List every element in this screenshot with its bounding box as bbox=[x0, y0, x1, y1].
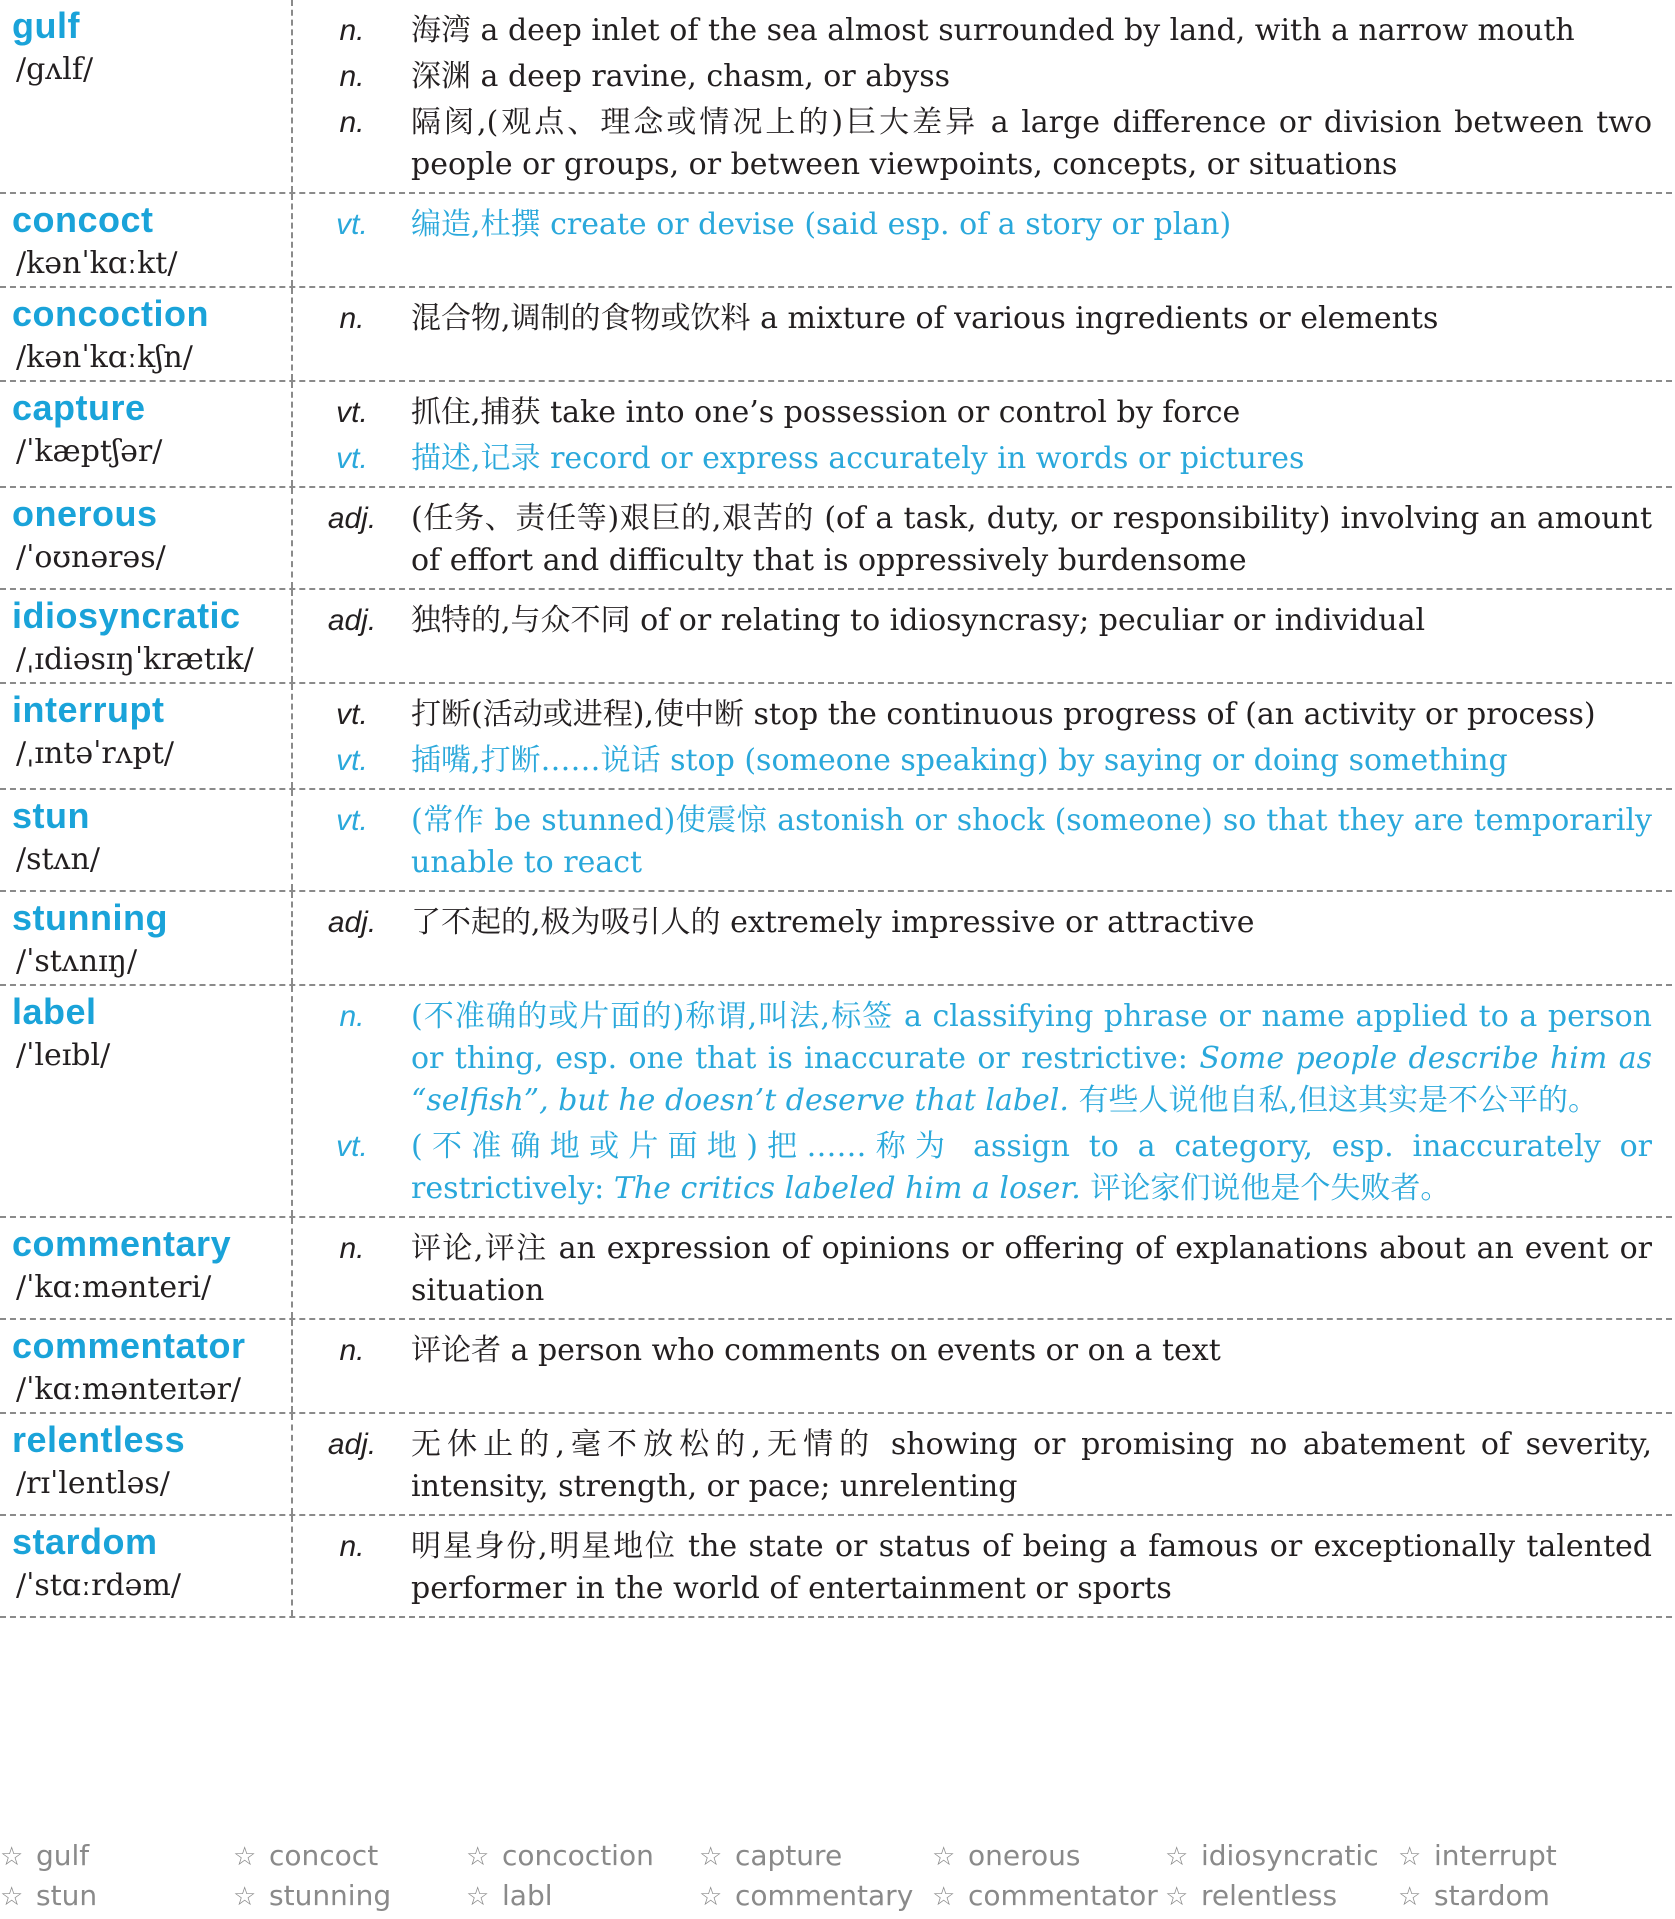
definition bbox=[411, 996, 1652, 1122]
sense-line bbox=[293, 996, 1652, 1122]
headword: idiosyncratic bbox=[12, 595, 241, 636]
sense-line bbox=[293, 1126, 1652, 1210]
headword: commentator bbox=[12, 1325, 246, 1366]
example-sentence: The critics labeled him a loser. bbox=[613, 1171, 1081, 1206]
phonetic: /ˈstʌnɪŋ/ bbox=[16, 944, 138, 979]
definition-english: (of a task, duty, or responsibility) involving an amount of effort and difficulty that is oppressively burdensome bbox=[411, 501, 1652, 578]
definition bbox=[411, 694, 1652, 736]
index-word: commentary bbox=[735, 1879, 914, 1912]
index-word: commentator bbox=[968, 1879, 1158, 1912]
sense-line bbox=[293, 102, 1652, 186]
index-item bbox=[0, 1836, 233, 1876]
definition bbox=[411, 600, 1652, 642]
definition bbox=[411, 10, 1652, 52]
index-word: capture bbox=[735, 1839, 843, 1872]
part-of-speech: vt. bbox=[336, 804, 368, 837]
part-of-speech: n. bbox=[339, 1334, 365, 1367]
index-item bbox=[1165, 1876, 1398, 1916]
part-of-speech: adj. bbox=[327, 1428, 377, 1461]
definition-english: take into one’s possession or control by force bbox=[550, 395, 1241, 430]
headword-cell bbox=[0, 0, 293, 192]
definition-chinese: (不准确的或片面的)称谓,叫法,标签 bbox=[411, 999, 894, 1034]
definitions-cell bbox=[293, 194, 1672, 286]
definition bbox=[411, 204, 1652, 246]
definition-chinese: 明星身份,明星地位 bbox=[411, 1529, 677, 1564]
definitions-cell bbox=[293, 1218, 1672, 1318]
headword-cell bbox=[0, 790, 293, 890]
definition bbox=[411, 1228, 1652, 1312]
definition bbox=[411, 1526, 1652, 1610]
definition-chinese: (任务、责任等)艰巨的,艰苦的 bbox=[411, 501, 815, 536]
entry-row bbox=[0, 684, 1672, 790]
headword-cell bbox=[0, 986, 293, 1216]
part-of-speech: vt. bbox=[336, 744, 368, 777]
headword-cell bbox=[0, 892, 293, 984]
sense-line bbox=[293, 56, 1652, 98]
sense-line bbox=[293, 298, 1652, 340]
star-icon: ☆ bbox=[1398, 1882, 1422, 1912]
headword-cell bbox=[0, 1218, 293, 1318]
index-item bbox=[0, 1876, 233, 1916]
entry-row bbox=[0, 488, 1672, 590]
phonetic: /ˈoʊnərəs/ bbox=[16, 540, 166, 575]
star-icon: ☆ bbox=[1165, 1882, 1189, 1912]
definitions-cell bbox=[293, 1320, 1672, 1412]
headword: concoct bbox=[12, 199, 154, 240]
definition bbox=[411, 740, 1652, 782]
definition bbox=[411, 392, 1652, 434]
index-row bbox=[0, 1836, 1675, 1876]
sense-line bbox=[293, 600, 1652, 642]
entry-row bbox=[0, 0, 1672, 194]
definition-chinese: 编造,杜撰 bbox=[411, 207, 541, 242]
headword: label bbox=[12, 991, 97, 1032]
star-icon: ☆ bbox=[466, 1842, 490, 1872]
definition-chinese: 海湾 bbox=[411, 13, 471, 48]
definitions-cell bbox=[293, 986, 1672, 1216]
star-icon: ☆ bbox=[1398, 1842, 1422, 1872]
phonetic: /kənˈkɑːkʃn/ bbox=[16, 340, 193, 375]
star-icon: ☆ bbox=[0, 1882, 24, 1912]
part-of-speech: n. bbox=[339, 1000, 365, 1033]
entry-row bbox=[0, 1414, 1672, 1516]
sense-line bbox=[293, 1228, 1652, 1312]
index-word: interrupt bbox=[1434, 1839, 1557, 1872]
headword: onerous bbox=[12, 493, 158, 534]
phonetic: /stʌn/ bbox=[16, 842, 100, 877]
definition bbox=[411, 498, 1652, 582]
part-of-speech: n. bbox=[339, 106, 365, 139]
definition-english: a classifying phrase or name applied to a person or thing, esp. one that is inaccurate or restrictive: bbox=[411, 999, 1652, 1076]
entry-row bbox=[0, 1320, 1672, 1414]
index-item bbox=[1398, 1876, 1631, 1916]
definition-chinese: (不准确地或片面地)把……称为 bbox=[411, 1129, 955, 1164]
part-of-speech: adj. bbox=[327, 604, 377, 637]
definition-english: of or relating to idiosyncrasy; peculiar or individual bbox=[640, 603, 1426, 638]
index-word: concoction bbox=[502, 1839, 654, 1872]
index-word: idiosyncratic bbox=[1201, 1839, 1379, 1872]
definitions-cell bbox=[293, 1414, 1672, 1514]
entry-row bbox=[0, 892, 1672, 986]
definition-english: a deep inlet of the sea almost surrounded by land, with a narrow mouth bbox=[480, 13, 1575, 48]
part-of-speech: vt. bbox=[336, 396, 368, 429]
entry-row bbox=[0, 590, 1672, 684]
index-item bbox=[1398, 1836, 1631, 1876]
headword-cell bbox=[0, 1320, 293, 1412]
review-index bbox=[0, 1836, 1675, 1916]
definition-english: a person who comments on events or on a text bbox=[510, 1333, 1221, 1368]
definition bbox=[411, 1126, 1652, 1210]
headword: interrupt bbox=[12, 689, 165, 730]
definitions-cell bbox=[293, 684, 1672, 788]
definition bbox=[411, 1330, 1652, 1372]
sense-line bbox=[293, 1330, 1652, 1372]
definition-english: stop the continuous progress of (an activity or process) bbox=[753, 697, 1596, 732]
headword: capture bbox=[12, 387, 146, 428]
index-word: relentless bbox=[1201, 1879, 1338, 1912]
definitions-cell bbox=[293, 892, 1672, 984]
index-item bbox=[1165, 1836, 1398, 1876]
definition-english: showing or promising no abatement of severity, intensity, strength, or pace; unrelenting bbox=[411, 1427, 1652, 1504]
index-row bbox=[0, 1876, 1675, 1916]
index-item bbox=[466, 1876, 699, 1916]
sense-line bbox=[293, 694, 1652, 736]
definition-english: record or express accurately in words or pictures bbox=[550, 441, 1305, 476]
headword-cell bbox=[0, 382, 293, 486]
sense-line bbox=[293, 902, 1652, 944]
phonetic: /ˈkæptʃər/ bbox=[16, 434, 163, 469]
example-translation: 评论家们说他是个失败者。 bbox=[1090, 1171, 1451, 1206]
star-icon: ☆ bbox=[699, 1882, 723, 1912]
part-of-speech: n. bbox=[339, 14, 365, 47]
headword: gulf bbox=[12, 5, 80, 46]
part-of-speech: n. bbox=[339, 1530, 365, 1563]
definitions-cell bbox=[293, 1516, 1672, 1616]
definition-english: the state or status of being a famous or exceptionally talented performer in the world of entertainment or sports bbox=[411, 1529, 1652, 1606]
definition-chinese: 混合物,调制的食物或饮料 bbox=[411, 301, 751, 336]
entry-row bbox=[0, 382, 1672, 488]
headword-cell bbox=[0, 1414, 293, 1514]
sense-line bbox=[293, 204, 1652, 246]
star-icon: ☆ bbox=[932, 1882, 956, 1912]
index-word: stardom bbox=[1434, 1879, 1550, 1912]
definition-chinese: 了不起的,极为吸引人的 bbox=[411, 905, 721, 940]
definition-english: a large difference or division between two people or groups, or between viewpoints, concepts, or situations bbox=[411, 105, 1653, 182]
definition bbox=[411, 1424, 1652, 1508]
definition bbox=[411, 902, 1652, 944]
sense-line bbox=[293, 10, 1652, 52]
entry-row bbox=[0, 790, 1672, 892]
phonetic: /ˈkɑːmənteri/ bbox=[16, 1270, 212, 1305]
definition-chinese: 描述,记录 bbox=[411, 441, 541, 476]
phonetic: /rɪˈlentləs/ bbox=[16, 1466, 170, 1501]
entry-row bbox=[0, 288, 1672, 382]
headword-cell bbox=[0, 288, 293, 380]
definition-chinese: 插嘴,打断……说话 bbox=[411, 743, 661, 778]
sense-line bbox=[293, 800, 1652, 884]
sense-line bbox=[293, 392, 1652, 434]
star-icon: ☆ bbox=[1165, 1842, 1189, 1872]
definitions-cell bbox=[293, 0, 1672, 192]
definition-english: stop (someone speaking) by saying or doing something bbox=[670, 743, 1508, 778]
definition-chinese: (常作 be stunned)使震惊 bbox=[411, 803, 768, 838]
definition-english: an expression of opinions or offering of explanations about an event or situation bbox=[411, 1231, 1652, 1308]
entry-row bbox=[0, 1218, 1672, 1320]
index-word: onerous bbox=[968, 1839, 1081, 1872]
definition-chinese: 评论者 bbox=[411, 1333, 501, 1368]
part-of-speech: vt. bbox=[336, 1130, 368, 1163]
sense-line bbox=[293, 1424, 1652, 1508]
part-of-speech: adj. bbox=[327, 906, 377, 939]
definition-chinese: 隔阂,(观点、理念或情况上的)巨大差异 bbox=[411, 105, 979, 140]
part-of-speech: vt. bbox=[336, 698, 368, 731]
index-item bbox=[932, 1876, 1165, 1916]
sense-line bbox=[293, 740, 1652, 782]
phonetic: /gʌlf/ bbox=[16, 52, 94, 87]
index-word: gulf bbox=[36, 1839, 90, 1872]
headword-cell bbox=[0, 590, 293, 682]
index-item bbox=[932, 1836, 1165, 1876]
definition-chinese: 深渊 bbox=[411, 59, 471, 94]
phonetic: /kənˈkɑːkt/ bbox=[16, 246, 178, 281]
phonetic: /ˈstɑːrdəm/ bbox=[16, 1568, 181, 1603]
definition-english: a mixture of various ingredients or elements bbox=[760, 301, 1439, 336]
index-item bbox=[233, 1876, 466, 1916]
headword: commentary bbox=[12, 1223, 232, 1264]
star-icon: ☆ bbox=[233, 1842, 257, 1872]
headword: stardom bbox=[12, 1521, 158, 1562]
definition bbox=[411, 800, 1652, 884]
phonetic: /ˈleɪbl/ bbox=[16, 1038, 111, 1073]
index-item bbox=[699, 1836, 932, 1876]
definition-chinese: 抓住,捕获 bbox=[411, 395, 541, 430]
star-icon: ☆ bbox=[932, 1842, 956, 1872]
example-translation: 有些人说他自私,但这其实是不公平的。 bbox=[1078, 1083, 1599, 1118]
definition bbox=[411, 438, 1652, 480]
part-of-speech: adj. bbox=[327, 502, 377, 535]
index-word: stunning bbox=[269, 1879, 392, 1912]
definition-english: extremely impressive or attractive bbox=[730, 905, 1255, 940]
sense-line bbox=[293, 438, 1652, 480]
entry-row bbox=[0, 986, 1672, 1218]
sense-line bbox=[293, 1526, 1652, 1610]
definitions-cell bbox=[293, 488, 1672, 588]
definition-english: astonish or shock (someone) so that they are temporarily unable to react bbox=[411, 803, 1652, 880]
definition-chinese: 评论,评注 bbox=[411, 1231, 548, 1266]
index-item bbox=[466, 1836, 699, 1876]
index-item bbox=[233, 1836, 466, 1876]
sense-line bbox=[293, 498, 1652, 582]
phonetic: /ˌɪdiəsɪŋˈkrætɪk/ bbox=[16, 642, 254, 677]
index-word: concoct bbox=[269, 1839, 379, 1872]
star-icon: ☆ bbox=[233, 1882, 257, 1912]
example-sentence: Some people describe him as “selfish”, but he doesn’t deserve that label. bbox=[411, 1041, 1652, 1118]
headword: concoction bbox=[12, 293, 210, 334]
definitions-cell bbox=[293, 790, 1672, 890]
star-icon: ☆ bbox=[699, 1842, 723, 1872]
definition-english: create or devise (said esp. of a story or plan) bbox=[550, 207, 1232, 242]
entry-row bbox=[0, 1516, 1672, 1618]
phonetic: /ˈkɑːmənteɪtər/ bbox=[16, 1372, 242, 1407]
definition bbox=[411, 102, 1652, 186]
part-of-speech: n. bbox=[339, 60, 365, 93]
part-of-speech: n. bbox=[339, 1232, 365, 1265]
definition bbox=[411, 56, 1652, 98]
entry-row bbox=[0, 194, 1672, 288]
definition-chinese: 打断(活动或进程),使中断 bbox=[411, 697, 744, 732]
star-icon: ☆ bbox=[0, 1842, 24, 1872]
headword-cell bbox=[0, 684, 293, 788]
star-icon: ☆ bbox=[466, 1882, 490, 1912]
definition-chinese: 无休止的,毫不放松的,无情的 bbox=[411, 1427, 876, 1462]
part-of-speech: n. bbox=[339, 302, 365, 335]
part-of-speech: vt. bbox=[336, 442, 368, 475]
part-of-speech: vt. bbox=[336, 208, 368, 241]
definitions-cell bbox=[293, 382, 1672, 486]
headword: relentless bbox=[12, 1419, 186, 1460]
headword-cell bbox=[0, 488, 293, 588]
definition-english: a deep ravine, chasm, or abyss bbox=[480, 59, 951, 94]
headword: stun bbox=[12, 795, 90, 836]
definitions-cell bbox=[293, 288, 1672, 380]
headword-cell bbox=[0, 1516, 293, 1616]
definitions-cell bbox=[293, 590, 1672, 682]
index-word: labl bbox=[502, 1879, 553, 1912]
headword: stunning bbox=[12, 897, 168, 938]
definition-chinese: 独特的,与众不同 bbox=[411, 603, 631, 638]
index-item bbox=[699, 1876, 932, 1916]
definition-english: assign to a category, esp. inaccurately or restrictively: bbox=[411, 1129, 1653, 1206]
phonetic: /ˌɪntəˈrʌpt/ bbox=[16, 736, 174, 771]
definition bbox=[411, 298, 1652, 340]
index-word: stun bbox=[36, 1879, 98, 1912]
headword-cell bbox=[0, 194, 293, 286]
